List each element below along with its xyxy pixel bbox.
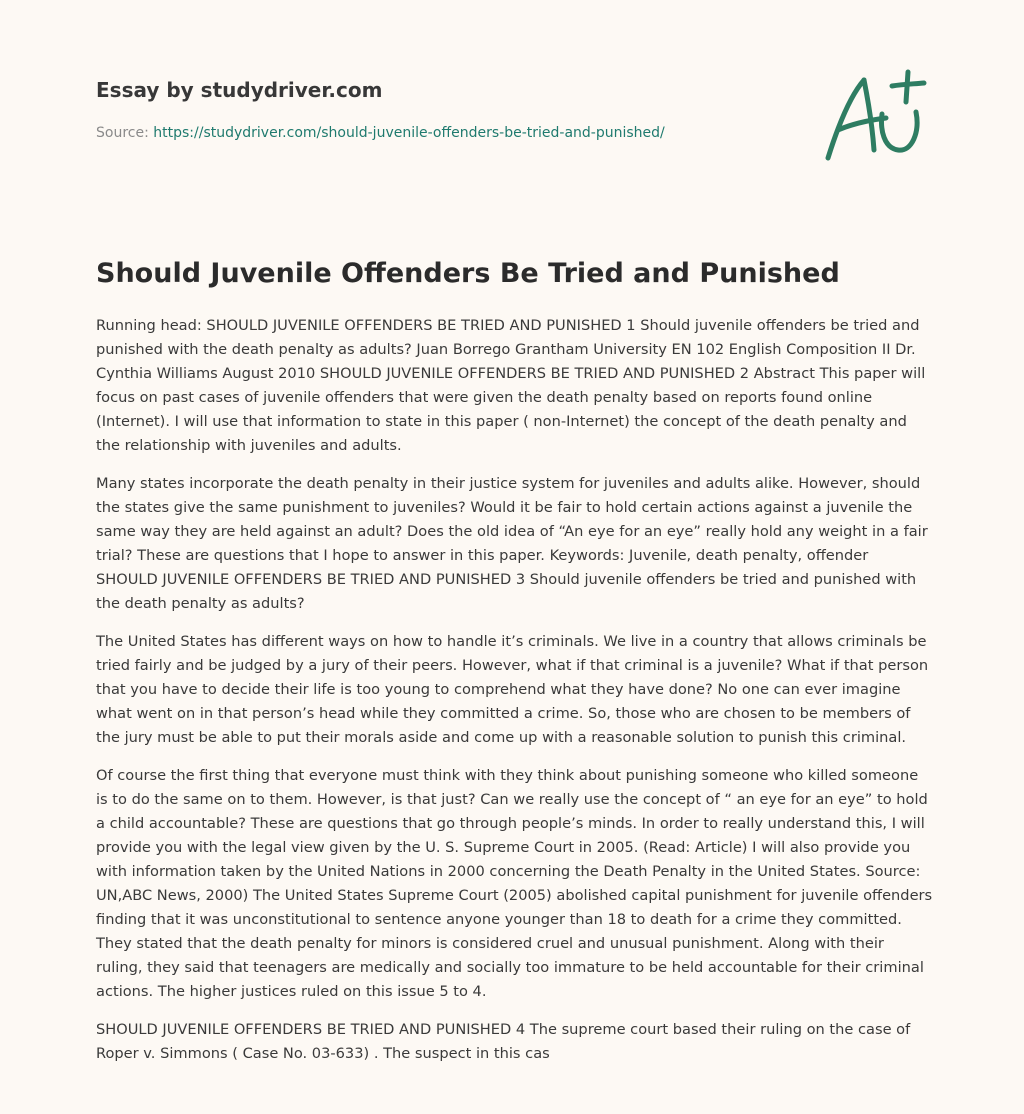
essay-header — [96, 76, 796, 143]
a-plus-logo-svg — [818, 66, 928, 166]
brand-title: Essay by studydriver.com — [96, 78, 383, 102]
source-label: Source: — [96, 125, 149, 141]
essay-paragraph: SHOULD JUVENILE OFFENDERS BE TRIED AND PUNISHED 4 The supreme court based their ruling on the case of Roper v. Simmons ( Case No. 03-633) . The suspect in this cas — [96, 1021, 911, 1062]
essay-paragraph: The United States has different ways on how to handle it’s criminals. We live in a country that allows criminals be tried fairly and be judged by a jury of their peers. However, what if that criminal is a juvenile? What if that person that you have to decide their life is too young to comprehend what they have done? No one can ever imagine what went on in that person’s head while they committed a crime. So, those who are chosen to be members of the jury must be able to put their morals aside and come up with a reasonable solution to punish this criminal. — [96, 633, 929, 746]
a-plus-grade-icon — [818, 66, 928, 166]
source-line — [96, 123, 796, 143]
source-link[interactable]: https://studydriver.com/should-juvenile-offenders-be-tried-and-punished/ — [153, 125, 665, 141]
essay-title: Should Juvenile Offenders Be Tried and Punished — [96, 258, 840, 289]
essay-paragraph: Many states incorporate the death penalty in their justice system for juveniles and adults alike. However, should the states give the same punishment to juveniles? Would it be fair to hold certain actions against a juvenile the same way they are held against an adult? Does the old idea of “An eye for an eye” really hold any weight in a fair trial? These are questions that I hope to answer in this paper. Keywords: Juvenile, death penalty, offender SHOULD JUVENILE OFFENDERS BE TRIED AND PUNISHED 3 Should juvenile offenders be tried and punished with the death penalty as adults? — [96, 475, 928, 612]
essay-body — [96, 314, 934, 1080]
essay-paragraph: Of course the first thing that everyone must think with they think about punishing someone who killed someone is to do the same on to them. However, is that just? Can we really use the concept of “ an eye for an eye” to hold a child accountable? These are questions that go through people’s minds. In order to really understand this, I will provide you with the legal view given by the U. S. Supreme Court in 2005. (Read: Article) I will also provide you with information taken by the United Nations in 2000 concerning the Death Penalty in the United States. Source: UN,ABC News, 2000) The United States Supreme Court (2005) abolished capital punishment for juvenile offenders finding that it was unconstitutional to sentence anyone younger than 18 to death for a crime they committed. They stated that the death penalty for minors is considered cruel and unusual punishment. Along with their ruling, they said that teenagers are medically and socially too immature to be held accountable for their criminal actions. The higher justices ruled on this issue 5 to 4. — [96, 767, 933, 1000]
essay-paragraph: Running head: SHOULD JUVENILE OFFENDERS BE TRIED AND PUNISHED 1 Should juvenile offenders be tried and punished with the death penalty as adults? Juan Borrego Grantham University EN 102 English Composition II Dr. Cynthia Williams August 2010 SHOULD JUVENILE OFFENDERS BE TRIED AND PUNISHED 2 Abstract This paper will focus on past cases of juvenile offenders that were given the death penalty based on reports found online (Internet). I will use that information to state in this paper ( non-Internet) the concept of the death penalty and the relationship with juveniles and adults. — [96, 317, 926, 454]
